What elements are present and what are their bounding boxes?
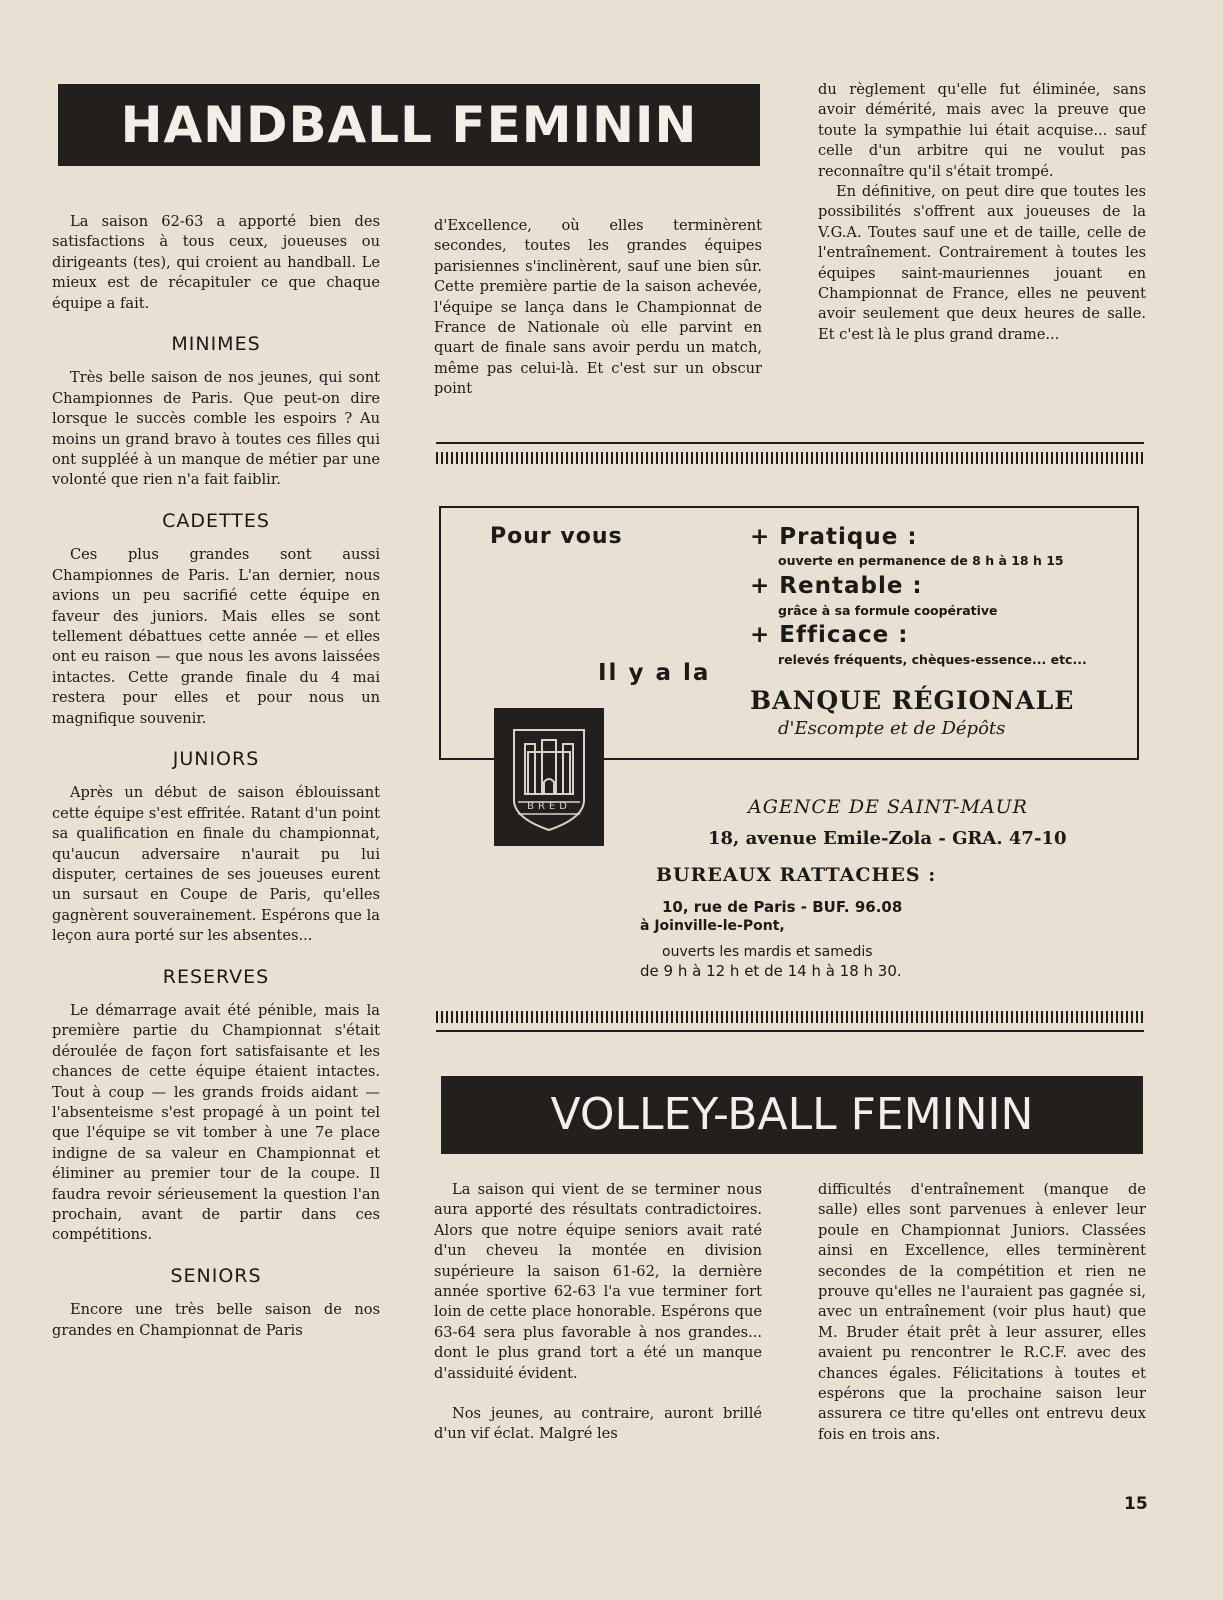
ad-bank-name: BANQUE RÉGIONALE [750,686,1075,715]
volleyball-col1-p2: Nos jeunes, au contraire, auront brillé d'un vif éclat. Malgré les [434,1405,762,1443]
ad-bureaux-heading: BUREAUX RATTACHES : [656,864,937,886]
ad-item-efficace: + Efficace : [750,622,909,648]
cadettes-text: Ces plus grandes sont aussi Championnes de Paris. L'an dernier, nous avions un peu sacrifié cette équipe en faveur des juniors. Mais elles se sont tellement débattues cette année — et elles ont eu raison — que nous les avons laissées intactes. Cette grande finale du 4 mai restera pour elles et pour nous un magnifique souvenir. [52,546,380,727]
handball-intro: La saison 62-63 a apporté bien des satisfactions à tous ceux, joueuses ou dirigeants (tes), qui croient au handball. Le mieux est de récapituler ce que chaque équipe a fait. [52,213,380,312]
ad-pour-vous: Pour vous [490,524,623,549]
ad-hours-days: ouverts les mardis et samedis [662,944,873,960]
ad-item-efficace-sub: relevés fréquents, chèques-essence... etc... [778,652,1087,667]
handball-col3-text2: En définitive, on peut dire que toutes les possibilités s'offrent aux joueuses de la V.G.A. Toutes sauf une et de taille, celle de l'entraînement. Contrairement à toutes les équipes saint-mauriennes jouant en Championnat de France, elles ne peuvent avoir seulement que deux heures de salle. Et c'est là le plus grand drame... [818,183,1146,343]
lower-divider-bar [436,1011,1144,1023]
handball-title: HANDBALL FEMININ [58,84,760,166]
ad-bureau-city: à Joinville-le-Pont, [640,918,785,934]
ad-address: 18, avenue Emile-Zola - GRA. 47-10 [708,828,1067,849]
bred-logo [494,708,604,846]
page-number: 15 [1124,1494,1148,1514]
handball-column-1 [52,212,380,1341]
juniors-heading: JUNIORS [172,747,260,770]
volleyball-title: VOLLEY-BALL FEMININ [441,1076,1143,1154]
ad-item-rentable-sub: grâce à sa formule coopérative [778,603,998,618]
volleyball-col2-text: difficultés d'entraînement (manque de salle) elles sont parvenues à enlever leur poule en Championnat Juniors. Classées ainsi en Excellence, elles terminèrent secondes de la compétition et rien ne prouve qu'elles ne l'auraient pas gagnée si, avec un entraînement (voir plus haut) que M. Bruder était prêt à leur assurer, elles avaient pu rencontrer le R.C.F. avec des chances égales. Félicitations à toutes et espérons que la prochaine saison leur assurera ce titre qu'elles ont entrevu deux fois en trois ans. [818,1181,1146,1443]
juniors-text: Après un début de saison éblouissant cette équipe s'est effritée. Ratant d'un point sa qualification en finale du championnat, qu'aucun adversaire n'aurait pu lui disputer, certaines de ses joueuses eurent un sursaut en Coupe de Paris, qu'elles gagnèrent souverainement. Espérons que la leçon aura porté sur les absentes... [52,784,380,945]
volleyball-column-2 [818,1180,1146,1445]
bred-logo-text: BRED [527,801,571,812]
ad-item-rentable: + Rentable : [750,573,923,599]
reserves-text: Le démarrage avait été pénible, mais la première partie du Championnat s'était déroulée de façon fort satisfaisante et les chances de cette équipe étaient intactes. Tout à coup — les grands froids aidant — l'absenteisme s'est propagé à un point tel que l'équipe se vit tomber à une 7e place indigne de sa valeur en Championnat et éliminer au premier tour de la coupe. Il faudra revoir sérieusement la question l'an prochain, avant de partir dans ces compétitions. [52,1002,380,1244]
upper-divider-bar [436,452,1144,464]
volleyball-col1-p1: La saison qui vient de se terminer nous aura apporté des résultats contradictoires. Alors que notre équipe seniors avait raté d'un cheveu la montée en division supérieure la saison 61-62, la dernière année sportive 62-63 l'a vue terminer fort loin de cette place honorable. Espérons que 63-64 sera plus favorable à nos grandes... dont le plus grand tort a été un manque d'assiduité évident. [434,1181,762,1382]
ad-bank-subtitle: d'Escompte et de Dépôts [778,718,1006,739]
cadettes-heading: CADETTES [162,509,270,532]
bred-castle-icon [494,708,604,846]
handball-col2-text: d'Excellence, où elles terminèrent secondes, toutes les grandes équipes parisiennes s'inclinèrent, sauf une bien sûr. Cette première partie de la saison achevée, l'équipe se lança dans le Championnat de France de Nationale où elle parvint en quart de finale sans avoir perdu un match, même pas celui-là. Et c'est sur un obscur point [434,217,762,398]
seniors-heading: SENIORS [170,1264,262,1287]
ad-bureau-address: 10, rue de Paris - BUF. 96.08 [662,898,903,916]
handball-column-2 [434,216,762,400]
lower-divider-line [436,1030,1144,1032]
handball-col3-text1: du règlement qu'elle fut éliminée, sans avoir démérité, mais avec la preuve que toute la sympathie lui était acquise... sauf celle d'un arbitre qui ne voulut pas reconnaître qu'il s'était trompé. [818,81,1146,180]
reserves-heading: RESERVES [162,965,270,988]
ad-agence: AGENCE DE SAINT-MAUR [748,796,1028,818]
volleyball-column-1 [434,1180,762,1445]
minimes-text: Très belle saison de nos jeunes, qui sont Championnes de Paris. Que peut-on dire lorsque le succès comble les espoirs ? Au moins un grand bravo à toutes ces filles qui ont suppléé à un manque de métier par une volonté que rien n'a fait faiblir. [52,369,380,489]
upper-divider-line [436,442,1144,444]
seniors-text: Encore une très belle saison de nos grandes en Championnat de Paris [52,1301,380,1339]
ad-item-pratique: + Pratique : [750,524,918,550]
ad-il-y-a-la: Il y a la [598,660,711,686]
ad-item-pratique-sub: ouverte en permanence de 8 h à 18 h 15 [778,553,1064,568]
minimes-heading: MINIMES [171,333,261,356]
ad-hours-times: de 9 h à 12 h et de 14 h à 18 h 30. [640,962,902,980]
handball-column-3 [818,80,1146,345]
